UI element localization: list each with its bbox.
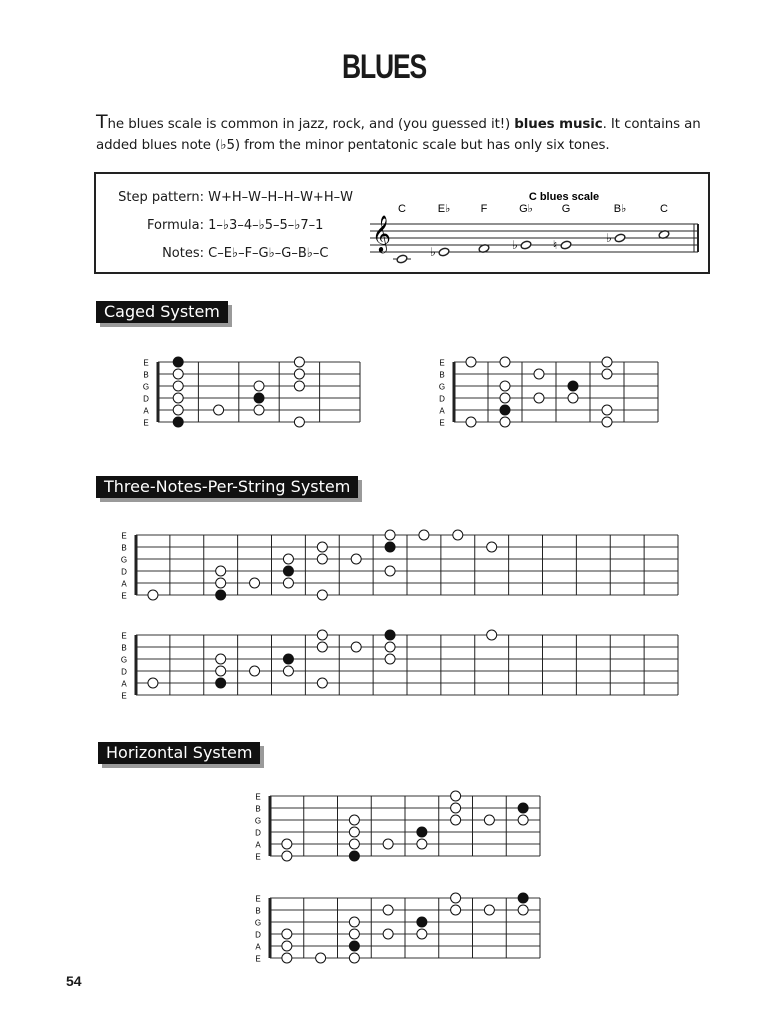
root-note-dot [385, 542, 395, 552]
note-name-label: F [480, 203, 488, 215]
root-note-dot [417, 827, 427, 837]
string-label: D [255, 930, 261, 940]
scale-note-dot [173, 405, 183, 415]
root-note-dot [385, 630, 395, 640]
string-label: A [439, 406, 445, 416]
scale-note-dot [534, 393, 544, 403]
whole-note [560, 240, 572, 250]
caged-diagram-1 [140, 358, 362, 428]
string-label: E [121, 691, 127, 701]
string-label: E [121, 531, 127, 541]
root-note-dot [349, 851, 359, 861]
whole-note [614, 233, 626, 243]
string-label: D [143, 394, 149, 404]
whole-note [438, 247, 450, 257]
string-label: E [121, 631, 127, 641]
scale-note-dot [294, 417, 304, 427]
string-label: G [254, 918, 262, 928]
string-label: D [439, 394, 445, 404]
scale-note-dot [173, 381, 183, 391]
scale-note-dot [283, 666, 293, 676]
staff-notes [393, 203, 670, 264]
string-label: B [143, 370, 149, 380]
scale-note-dot [385, 642, 395, 652]
scale-note-dot [282, 953, 292, 963]
staff-lines [370, 224, 698, 252]
treble-clef-icon: 𝄞 [372, 214, 391, 252]
flat-accidental-icon: ♭ [430, 245, 436, 259]
root-note-dot [173, 417, 183, 427]
step-pattern-label: Step pattern: [118, 190, 204, 205]
scale-note-dot [216, 666, 226, 676]
intro-text-1: he blues scale is common in jazz, rock, and (you guessed it!) [107, 117, 515, 132]
root-note-dot [173, 357, 183, 367]
string-label: E [439, 358, 445, 368]
scale-note-dot [294, 369, 304, 379]
whole-note [520, 240, 532, 250]
natural-accidental-icon: ♮ [552, 238, 558, 252]
note-name-label: G♭ [519, 203, 533, 215]
root-note-dot [518, 893, 528, 903]
scale-note-dot [283, 578, 293, 588]
scale-note-dot [282, 929, 292, 939]
scale-note-dot [282, 941, 292, 951]
string-label: D [255, 828, 261, 838]
scale-note-dot [173, 369, 183, 379]
whole-note [396, 254, 408, 264]
scale-note-dot [568, 393, 578, 403]
step-pattern-row [104, 190, 353, 205]
horizontal-diagram-2 [252, 894, 542, 964]
scale-note-dot [534, 369, 544, 379]
scale-note-dot [349, 953, 359, 963]
scale-note-dot [500, 393, 510, 403]
horizontal-diagram-1 [252, 792, 542, 862]
scale-note-dot [500, 381, 510, 391]
flat-accidental-icon: ♭ [512, 238, 518, 252]
scale-note-dot [349, 827, 359, 837]
scale-note-dot [317, 554, 327, 564]
string-label: E [121, 591, 127, 601]
scale-note-dot [518, 905, 528, 915]
notes-row [104, 246, 328, 261]
flat-accidental-icon: ♭ [606, 231, 612, 245]
root-note-dot [568, 381, 578, 391]
scale-note-dot [602, 357, 612, 367]
scale-note-dot [254, 381, 264, 391]
scale-note-dot [216, 654, 226, 664]
string-label: E [255, 792, 261, 802]
scale-note-dot [487, 630, 497, 640]
root-note-dot [518, 803, 528, 813]
formula-row [104, 218, 323, 233]
string-label: A [121, 679, 127, 689]
string-label: D [121, 667, 127, 677]
scale-note-dot [351, 554, 361, 564]
scale-note-dot [453, 530, 463, 540]
string-label: G [120, 555, 128, 565]
string-label: A [143, 406, 149, 416]
string-label: B [255, 804, 261, 814]
three-nps-section-tab: Three-Notes-Per-String System [96, 476, 358, 498]
scale-note-dot [500, 357, 510, 367]
string-label: E [255, 894, 261, 904]
scale-note-dot [602, 369, 612, 379]
string-label: G [120, 655, 128, 665]
scale-note-dot [216, 566, 226, 576]
notes-value: C–E♭–F–G♭–G–B♭–C [208, 246, 329, 261]
string-label: G [438, 382, 446, 392]
root-note-dot [349, 941, 359, 951]
scale-note-dot [349, 839, 359, 849]
scale-note-dot [317, 642, 327, 652]
scale-note-dot [451, 893, 461, 903]
note-name-label: G [561, 203, 571, 215]
scale-note-dot [282, 839, 292, 849]
string-label: E [143, 418, 149, 428]
scale-note-dot [385, 530, 395, 540]
scale-note-dot [173, 393, 183, 403]
scale-note-dot [294, 381, 304, 391]
three-nps-diagram-1 [118, 531, 680, 601]
scale-note-dot [417, 839, 427, 849]
scale-note-dot [451, 803, 461, 813]
scale-note-dot [349, 917, 359, 927]
string-label: A [255, 840, 261, 850]
caged-diagram-2 [436, 358, 660, 428]
scale-note-dot [254, 405, 264, 415]
scale-info-box [94, 172, 710, 274]
three-nps-diagram-2 [118, 631, 680, 701]
string-label: E [255, 852, 261, 862]
string-label: A [121, 579, 127, 589]
scale-note-dot [316, 953, 326, 963]
scale-note-dot [214, 405, 224, 415]
scale-note-dot [518, 815, 528, 825]
caged-section-tab: Caged System [96, 301, 228, 323]
scale-note-dot [466, 417, 476, 427]
string-label: E [255, 954, 261, 964]
root-note-dot [417, 917, 427, 927]
string-label: G [142, 382, 150, 392]
string-label: A [255, 942, 261, 952]
string-label: G [254, 816, 262, 826]
scale-note-dot [500, 417, 510, 427]
intro-bold: blues music [514, 117, 603, 132]
step-pattern-value: W+H–W–H–H–W+H–W [208, 190, 353, 205]
scale-note-dot [383, 929, 393, 939]
note-name-label: B♭ [613, 203, 627, 215]
scale-note-dot [148, 590, 158, 600]
root-note-dot [216, 678, 226, 688]
string-label: B [255, 906, 261, 916]
note-name-label: C [660, 203, 668, 215]
string-label: D [121, 567, 127, 577]
scale-note-dot [602, 405, 612, 415]
scale-note-dot [250, 578, 260, 588]
root-note-dot [216, 590, 226, 600]
formula-value: 1–♭3–4–♭5–5–♭7–1 [208, 218, 324, 233]
scale-note-dot [349, 815, 359, 825]
scale-note-dot [317, 678, 327, 688]
scale-note-dot [317, 590, 327, 600]
scale-note-dot [282, 851, 292, 861]
notes-label: Notes: [162, 246, 204, 261]
scale-note-dot [417, 929, 427, 939]
scale-note-dot [451, 815, 461, 825]
scale-note-dot [484, 815, 494, 825]
formula-label: Formula: [147, 218, 204, 233]
scale-note-dot [283, 554, 293, 564]
string-label: E [143, 358, 149, 368]
c-blues-scale-staff [368, 184, 704, 268]
scale-note-dot [484, 905, 494, 915]
scale-note-dot [383, 839, 393, 849]
string-label: E [439, 418, 445, 428]
string-label: B [121, 643, 127, 653]
intro-paragraph [96, 112, 716, 156]
horizontal-section-tab: Horizontal System [98, 742, 260, 764]
scale-note-dot [250, 666, 260, 676]
scale-note-dot [385, 654, 395, 664]
drop-cap: T [96, 111, 108, 133]
scale-note-dot [216, 578, 226, 588]
scale-note-dot [451, 791, 461, 801]
note-name-label: C [398, 203, 406, 215]
scale-note-dot [602, 417, 612, 427]
scale-note-dot [317, 630, 327, 640]
string-label: B [121, 543, 127, 553]
scale-note-dot [351, 642, 361, 652]
scale-note-dot [451, 905, 461, 915]
scale-note-dot [349, 929, 359, 939]
string-label: B [439, 370, 445, 380]
scale-title: C blues scale [528, 191, 600, 203]
scale-note-dot [294, 357, 304, 367]
note-name-label: E♭ [437, 203, 451, 215]
scale-note-dot [317, 542, 327, 552]
scale-note-dot [487, 542, 497, 552]
scale-note-dot [385, 566, 395, 576]
root-note-dot [254, 393, 264, 403]
page-number: 54 [66, 973, 82, 989]
intro-text-2: . It contains an added blues note (♭5) from the minor pentatonic scale but has only six tones. [96, 117, 701, 153]
scale-note-dot [383, 905, 393, 915]
root-note-dot [500, 405, 510, 415]
root-note-dot [283, 566, 293, 576]
scale-note-dot [419, 530, 429, 540]
page-title: BLUES [341, 48, 427, 86]
scale-note-dot [466, 357, 476, 367]
scale-note-dot [148, 678, 158, 688]
root-note-dot [283, 654, 293, 664]
